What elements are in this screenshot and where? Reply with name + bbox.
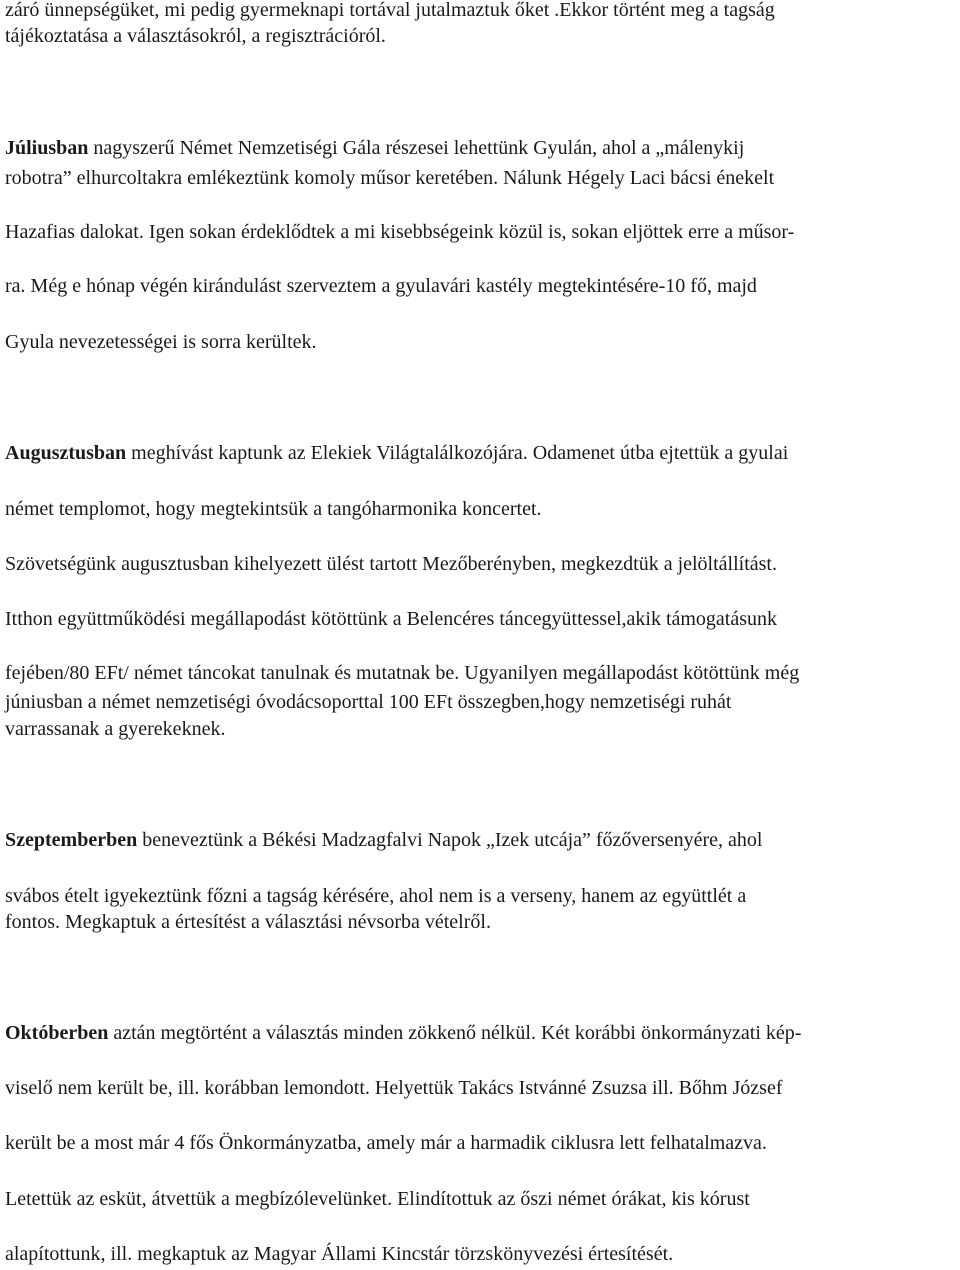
text-line: júniusban a német nemzetiségi óvodácsoporttal 100 EFt összegben,hogy nemzetiségi ruhát <box>5 691 732 713</box>
text-line: varrassanak a gyerekeknek. <box>5 718 226 740</box>
text-line: záró ünnepségüket, mi pedig gyermeknapi tortával jutalmaztuk őket .Ekkor történt meg a tagság <box>5 0 775 21</box>
text-line: Júliusban nagyszerű Német Nemzetiségi Gála részesei lehettünk Gyulán, ahol a „málenykij <box>5 137 745 159</box>
text-line: Szövetségünk augusztusban kihelyezett ülést tartott Mezőberényben, megkezdtük a jelöltállítást. <box>5 553 777 575</box>
text-line: tájékoztatása a választásokról, a regisztrációról. <box>5 25 386 47</box>
month-heading: Augusztusban <box>5 442 127 464</box>
text-line: ra. Még e hónap végén kirándulást szerveztem a gyulavári kastély megtekintésére-10 fő, majd <box>5 275 757 297</box>
text-line: fontos. Megkaptuk a értesítést a választási névsorba vételről. <box>5 911 491 933</box>
text-line: Szeptemberben beneveztünk a Békési Madzagfalvi Napok „Izek utcája” főzőversenyére, ahol <box>5 829 763 851</box>
text-line: svábos ételt igyekeztünk főzni a tagság kérésére, ahol nem is a verseny, hanem az együttlét a <box>5 885 747 907</box>
text-line: viselő nem került be, ill. korábban lemondott. Helyettük Takács Istvánné Zsuzsa ill. Bőhm József <box>5 1077 783 1099</box>
text-line: robotra” elhurcoltakra emlékeztünk komoly műsor keretében. Nálunk Hégely Laci bácsi énekelt <box>5 167 775 189</box>
text-line: Gyula nevezetességei is sorra kerültek. <box>5 331 317 353</box>
text-line: Hazafias dalokat. Igen sokan érdeklődtek a mi kisebbségeink közül is, sokan eljöttek erre a műsor- <box>5 221 795 243</box>
text-line: német templomot, hogy megtekintsük a tangóharmonika koncertet. <box>5 498 542 520</box>
text-line: került be a most már 4 fős Önkormányzatba, amely már a harmadik ciklusra lett felhatalmazva. <box>5 1132 767 1154</box>
text-line: Augusztusban meghívást kaptunk az Elekiek Világtalálkozójára. Odamenet útba ejtettük a gyulai <box>5 442 789 464</box>
text-line: Letettük az esküt, átvettük a megbízólevelünket. Elindítottuk az őszi német órákat, kis kórust <box>5 1188 750 1210</box>
text-line: Októberben aztán megtörtént a választás minden zökkenő nélkül. Két korábbi önkormányzati kép- <box>5 1022 802 1044</box>
month-heading: Szeptemberben <box>5 829 138 851</box>
month-heading: Októberben <box>5 1022 109 1044</box>
text-line: fejében/80 EFt/ német táncokat tanulnak és mutatnak be. Ugyanilyen megállapodást kötöttünk még <box>5 662 800 684</box>
month-heading: Júliusban <box>5 137 89 159</box>
text-line: alapítottunk, ill. megkaptuk az Magyar Állami Kincstár törzskönyvezési értesítését. <box>5 1243 674 1265</box>
text-line: Itthon együttműködési megállapodást kötöttünk a Belencéres táncegyüttessel,akik támogatásunk <box>5 608 778 630</box>
